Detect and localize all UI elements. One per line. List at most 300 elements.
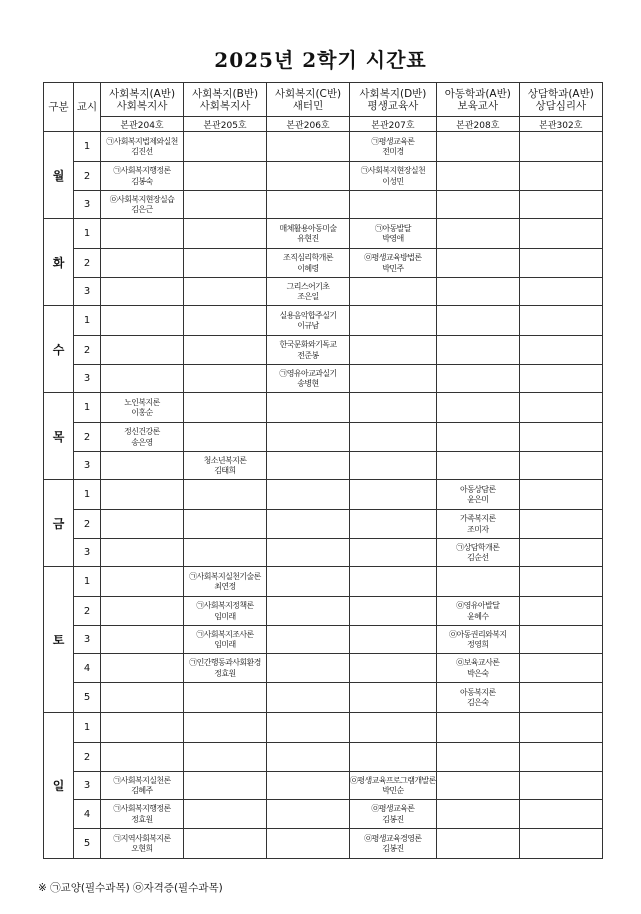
class-cell [436, 510, 519, 539]
period-number: 4 [74, 800, 101, 829]
empty-cell [101, 743, 184, 772]
empty-cell [267, 800, 350, 829]
empty-cell [350, 423, 437, 452]
class-cell [267, 219, 350, 249]
timetable-row [44, 510, 603, 539]
instructor-name: 전미경 [382, 147, 404, 156]
empty-cell [101, 654, 184, 683]
class-name: 사회복지(B반) [191, 87, 259, 100]
page-title: 2025년 2학기 시간표 [214, 48, 427, 72]
timetable-row [44, 480, 603, 510]
course-name: ㉠사회복지정책론 [196, 601, 254, 610]
empty-cell [184, 191, 267, 219]
empty-cell [267, 510, 350, 539]
empty-cell [101, 539, 184, 567]
empty-cell [101, 452, 184, 480]
class-cell [184, 597, 267, 626]
class-cell [101, 772, 184, 800]
class-cell [350, 132, 437, 162]
instructor-name: 조은일 [297, 292, 319, 301]
instructor-name: 박민주 [382, 263, 404, 273]
empty-cell [519, 480, 602, 510]
empty-cell [267, 772, 350, 800]
empty-cell [184, 132, 267, 162]
instructor-name: 전준봉 [297, 350, 319, 360]
period-number: 3 [74, 278, 101, 306]
empty-cell [519, 191, 602, 219]
timetable-row [44, 132, 603, 162]
empty-cell [184, 683, 267, 713]
course-name: ㉧아동권리와복지 [449, 629, 507, 639]
class-cell [350, 162, 437, 191]
class-name: 사회복지(D반) [359, 87, 427, 100]
empty-cell [350, 480, 437, 510]
empty-cell [519, 654, 602, 683]
empty-cell [436, 772, 519, 800]
instructor-name: 김은근 [131, 205, 153, 214]
class-cell [350, 219, 437, 249]
class-name: 상담학과(A반) [527, 87, 594, 100]
class-cell [101, 800, 184, 829]
empty-cell [519, 162, 602, 191]
instructor-name: 김은숙 [467, 698, 489, 707]
empty-cell [519, 306, 602, 336]
empty-cell [184, 480, 267, 510]
empty-cell [101, 626, 184, 654]
class-cell [267, 365, 350, 393]
empty-cell [184, 162, 267, 191]
timetable-row [44, 829, 603, 859]
empty-cell [101, 567, 184, 597]
empty-cell [101, 306, 184, 336]
class-cell [436, 683, 519, 713]
timetable-row [44, 452, 603, 480]
empty-cell [519, 336, 602, 365]
class-header [436, 83, 519, 117]
class-header [267, 83, 350, 117]
class-cell [101, 162, 184, 191]
empty-cell [519, 423, 602, 452]
class-cell [350, 829, 437, 859]
empty-cell [267, 132, 350, 162]
instructor-name: 이혜령 [297, 263, 319, 273]
empty-cell [267, 683, 350, 713]
course-name: ㉧보육교사론 [456, 658, 500, 667]
header-period: 교시 [74, 83, 101, 132]
class-cell [436, 480, 519, 510]
empty-cell [350, 597, 437, 626]
instructor-name: 정효원 [131, 814, 153, 824]
empty-cell [184, 393, 267, 423]
empty-cell [519, 278, 602, 306]
empty-cell [350, 713, 437, 743]
timetable-row [44, 423, 603, 452]
period-number: 5 [74, 829, 101, 859]
empty-cell [101, 683, 184, 713]
empty-cell [101, 365, 184, 393]
class-cell [184, 452, 267, 480]
empty-cell [350, 191, 437, 219]
instructor-name: 김태희 [214, 466, 236, 475]
instructor-name: 오현희 [131, 844, 153, 853]
class-header [184, 83, 267, 117]
period-number: 1 [74, 393, 101, 423]
empty-cell [184, 539, 267, 567]
timetable-row [44, 654, 603, 683]
course-name: ㉠사회복지현장실천 [360, 166, 426, 175]
empty-cell [350, 567, 437, 597]
class-cell [267, 278, 350, 306]
course-name: 아동복지론 [459, 687, 496, 697]
timetable-row [44, 393, 603, 423]
instructor-name: 정효원 [214, 668, 236, 678]
empty-cell [184, 365, 267, 393]
timetable-row [44, 278, 603, 306]
period-number: 4 [74, 654, 101, 683]
empty-cell [101, 278, 184, 306]
period-number: 1 [74, 567, 101, 597]
empty-cell [519, 249, 602, 278]
empty-cell [350, 306, 437, 336]
period-number: 2 [74, 510, 101, 539]
empty-cell [436, 336, 519, 365]
class-cell [350, 800, 437, 829]
empty-cell [436, 452, 519, 480]
empty-cell [267, 626, 350, 654]
empty-cell [436, 713, 519, 743]
room-label: 본관302호 [519, 117, 602, 132]
legend-footnote: ※ ㉠교양(필수과목) ㉧자격증(필수과목) [38, 882, 223, 894]
class-sub: 사회복지사 [116, 99, 168, 112]
empty-cell [519, 772, 602, 800]
period-number: 3 [74, 191, 101, 219]
period-number: 3 [74, 539, 101, 567]
course-name: ㉠인간행동과사회환경 [189, 658, 261, 667]
class-name: 사회복지(C반) [274, 87, 342, 100]
empty-cell [350, 365, 437, 393]
course-name: 그리스어기초 [286, 281, 330, 291]
empty-cell [267, 393, 350, 423]
instructor-name: 김순선 [467, 553, 489, 562]
class-cell [350, 249, 437, 278]
empty-cell [101, 480, 184, 510]
period-number: 2 [74, 249, 101, 278]
timetable-row [44, 683, 603, 713]
timetable [43, 82, 603, 859]
empty-cell [436, 278, 519, 306]
empty-cell [350, 654, 437, 683]
course-name: ㉠사회복지조사론 [196, 629, 254, 639]
empty-cell [184, 743, 267, 772]
empty-cell [350, 452, 437, 480]
empty-cell [519, 683, 602, 713]
empty-cell [436, 743, 519, 772]
empty-cell [350, 626, 437, 654]
timetable-row [44, 249, 603, 278]
timetable-row [44, 772, 603, 800]
empty-cell [101, 249, 184, 278]
period-number: 3 [74, 365, 101, 393]
course-name: ㉠사회복지실천기술론 [189, 571, 261, 581]
period-number: 2 [74, 743, 101, 772]
class-name: 아동학과(A반) [444, 87, 511, 100]
course-name: 매체활용아동미술 [279, 223, 337, 233]
empty-cell [519, 800, 602, 829]
timetable-row [44, 800, 603, 829]
class-cell [436, 539, 519, 567]
class-sub: 보육교사 [457, 99, 499, 112]
class-cell [101, 423, 184, 452]
instructor-name: 유현진 [297, 234, 319, 243]
course-name: ㉠사회복지행정론 [113, 166, 171, 175]
empty-cell [436, 393, 519, 423]
empty-cell [519, 132, 602, 162]
empty-cell [350, 393, 437, 423]
course-name: ㉠영유아교과실기 [279, 368, 337, 378]
period-number: 3 [74, 452, 101, 480]
course-name: ㉠사회복지법제와실천 [106, 136, 178, 146]
empty-cell [101, 336, 184, 365]
room-label: 본관204호 [101, 117, 184, 132]
empty-cell [519, 219, 602, 249]
instructor-name: 김봉숙 [131, 176, 153, 186]
instructor-name: 윤은미 [467, 495, 489, 504]
empty-cell [519, 743, 602, 772]
class-cell [436, 626, 519, 654]
timetable-row [44, 191, 603, 219]
course-name: 정신건강론 [124, 427, 160, 436]
empty-cell [350, 683, 437, 713]
class-sub: 평생교육사 [367, 99, 419, 112]
course-name: ㉧평생교육프로그램개발론 [350, 775, 436, 785]
empty-cell [184, 336, 267, 365]
course-name: ㉠아동발달 [374, 223, 411, 233]
course-name: 가족복지론 [459, 514, 496, 523]
course-name: 노인복지론 [124, 397, 160, 407]
instructor-name: 정영희 [467, 640, 489, 649]
empty-cell [519, 626, 602, 654]
empty-cell [267, 567, 350, 597]
empty-cell [436, 567, 519, 597]
course-name: ㉠사회복지실천론 [113, 775, 171, 785]
empty-cell [436, 132, 519, 162]
empty-cell [519, 713, 602, 743]
empty-cell [519, 393, 602, 423]
header-group: 구분 [44, 83, 74, 132]
day-label: 수 [44, 306, 74, 393]
empty-cell [350, 336, 437, 365]
room-label: 본관205호 [184, 117, 267, 132]
course-name: 아동상담론 [459, 484, 496, 494]
class-cell [267, 336, 350, 365]
empty-cell [519, 567, 602, 597]
empty-cell [519, 510, 602, 539]
timetable-row [44, 743, 603, 772]
course-name: ㉧평생교육경영론 [364, 833, 422, 843]
empty-cell [436, 306, 519, 336]
class-cell [184, 567, 267, 597]
timetable-row [44, 365, 603, 393]
class-cell [350, 772, 437, 800]
class-cell [101, 132, 184, 162]
class-cell [101, 393, 184, 423]
empty-cell [184, 829, 267, 859]
period-number: 2 [74, 336, 101, 365]
instructor-name: 이홍순 [131, 408, 153, 417]
empty-cell [267, 480, 350, 510]
course-name: 청소년복지론 [203, 455, 247, 465]
instructor-name: 김봉진 [382, 844, 404, 853]
period-number: 2 [74, 423, 101, 452]
class-header [350, 83, 437, 117]
empty-cell [350, 743, 437, 772]
empty-cell [267, 452, 350, 480]
day-label: 토 [44, 567, 74, 713]
empty-cell [267, 597, 350, 626]
course-name: ㉧평생교육방법론 [364, 253, 422, 262]
instructor-name: 송은영 [131, 437, 153, 447]
class-cell [101, 191, 184, 219]
class-name: 사회복지(A반) [108, 87, 176, 100]
empty-cell [184, 278, 267, 306]
empty-cell [267, 713, 350, 743]
empty-cell [184, 423, 267, 452]
empty-cell [101, 597, 184, 626]
empty-cell [184, 772, 267, 800]
instructor-name: 박민순 [382, 786, 404, 795]
empty-cell [101, 510, 184, 539]
empty-cell [436, 249, 519, 278]
instructor-name: 박은숙 [467, 668, 489, 678]
room-label: 본관206호 [267, 117, 350, 132]
course-name: ㉠사회복지행정론 [113, 804, 171, 813]
class-cell [267, 249, 350, 278]
empty-cell [519, 539, 602, 567]
class-cell [436, 597, 519, 626]
course-name: ㉧평생교육론 [371, 804, 415, 813]
class-header [519, 83, 602, 117]
empty-cell [436, 423, 519, 452]
class-header [101, 83, 184, 117]
instructor-name: 조미자 [467, 524, 489, 534]
empty-cell [350, 539, 437, 567]
timetable-row [44, 539, 603, 567]
empty-cell [436, 800, 519, 829]
room-label: 본관207호 [350, 117, 437, 132]
course-name: ㉧사회복지현장실습 [109, 194, 175, 204]
empty-cell [519, 597, 602, 626]
class-cell [267, 306, 350, 336]
timetable-body [44, 132, 603, 859]
empty-cell [436, 162, 519, 191]
instructor-name: 임미래 [214, 640, 236, 649]
class-cell [436, 654, 519, 683]
timetable-row [44, 162, 603, 191]
instructor-name: 김봉진 [382, 814, 404, 824]
timetable-row [44, 626, 603, 654]
instructor-name: 박영애 [382, 234, 404, 243]
empty-cell [350, 510, 437, 539]
class-sub: 사회복지사 [199, 99, 251, 112]
timetable-row [44, 336, 603, 365]
empty-cell [267, 829, 350, 859]
empty-cell [267, 539, 350, 567]
empty-cell [184, 510, 267, 539]
room-label: 본관208호 [436, 117, 519, 132]
timetable-row [44, 713, 603, 743]
instructor-name: 김혜주 [131, 786, 153, 795]
course-name: 조직심리학개론 [283, 253, 333, 262]
instructor-name: 윤혜수 [467, 611, 489, 621]
timetable-row [44, 597, 603, 626]
day-label: 화 [44, 219, 74, 306]
day-label: 금 [44, 480, 74, 567]
timetable-row [44, 219, 603, 249]
empty-cell [267, 743, 350, 772]
day-label: 일 [44, 713, 74, 859]
class-sub: 새터민 [292, 99, 324, 112]
timetable-row [44, 567, 603, 597]
course-name: 한국문화와기독교 [279, 340, 337, 349]
instructor-name: 이성민 [382, 176, 404, 186]
period-number: 1 [74, 132, 101, 162]
day-label: 월 [44, 132, 74, 219]
period-number: 2 [74, 162, 101, 191]
empty-cell [519, 829, 602, 859]
empty-cell [184, 219, 267, 249]
class-sub: 상담심리사 [535, 99, 587, 112]
empty-cell [267, 654, 350, 683]
course-name: ㉠상담학개론 [456, 542, 500, 552]
course-name: ㉧영유아발달 [456, 601, 500, 610]
instructor-name: 최연정 [214, 582, 236, 591]
period-number: 1 [74, 480, 101, 510]
empty-cell [101, 219, 184, 249]
period-number: 1 [74, 713, 101, 743]
period-number: 2 [74, 597, 101, 626]
class-cell [184, 626, 267, 654]
empty-cell [184, 249, 267, 278]
instructor-name: 김진선 [131, 147, 153, 156]
class-cell [101, 829, 184, 859]
empty-cell [267, 191, 350, 219]
class-cell [184, 654, 267, 683]
instructor-name: 이규남 [297, 321, 319, 330]
day-label: 목 [44, 393, 74, 480]
empty-cell [436, 219, 519, 249]
period-number: 1 [74, 306, 101, 336]
course-name: ㉠평생교육론 [371, 136, 415, 146]
instructor-name: 임미래 [214, 611, 236, 621]
period-number: 5 [74, 683, 101, 713]
empty-cell [184, 306, 267, 336]
period-number: 1 [74, 219, 101, 249]
empty-cell [436, 191, 519, 219]
empty-cell [267, 423, 350, 452]
empty-cell [350, 278, 437, 306]
empty-cell [519, 365, 602, 393]
instructor-name: 송병현 [297, 379, 319, 388]
empty-cell [184, 713, 267, 743]
course-name: ㉠지역사회복지론 [113, 833, 171, 843]
course-name: 실용음악합주실기 [279, 310, 337, 320]
empty-cell [184, 800, 267, 829]
empty-cell [436, 829, 519, 859]
period-number: 3 [74, 626, 101, 654]
empty-cell [519, 452, 602, 480]
empty-cell [101, 713, 184, 743]
timetable-row [44, 306, 603, 336]
